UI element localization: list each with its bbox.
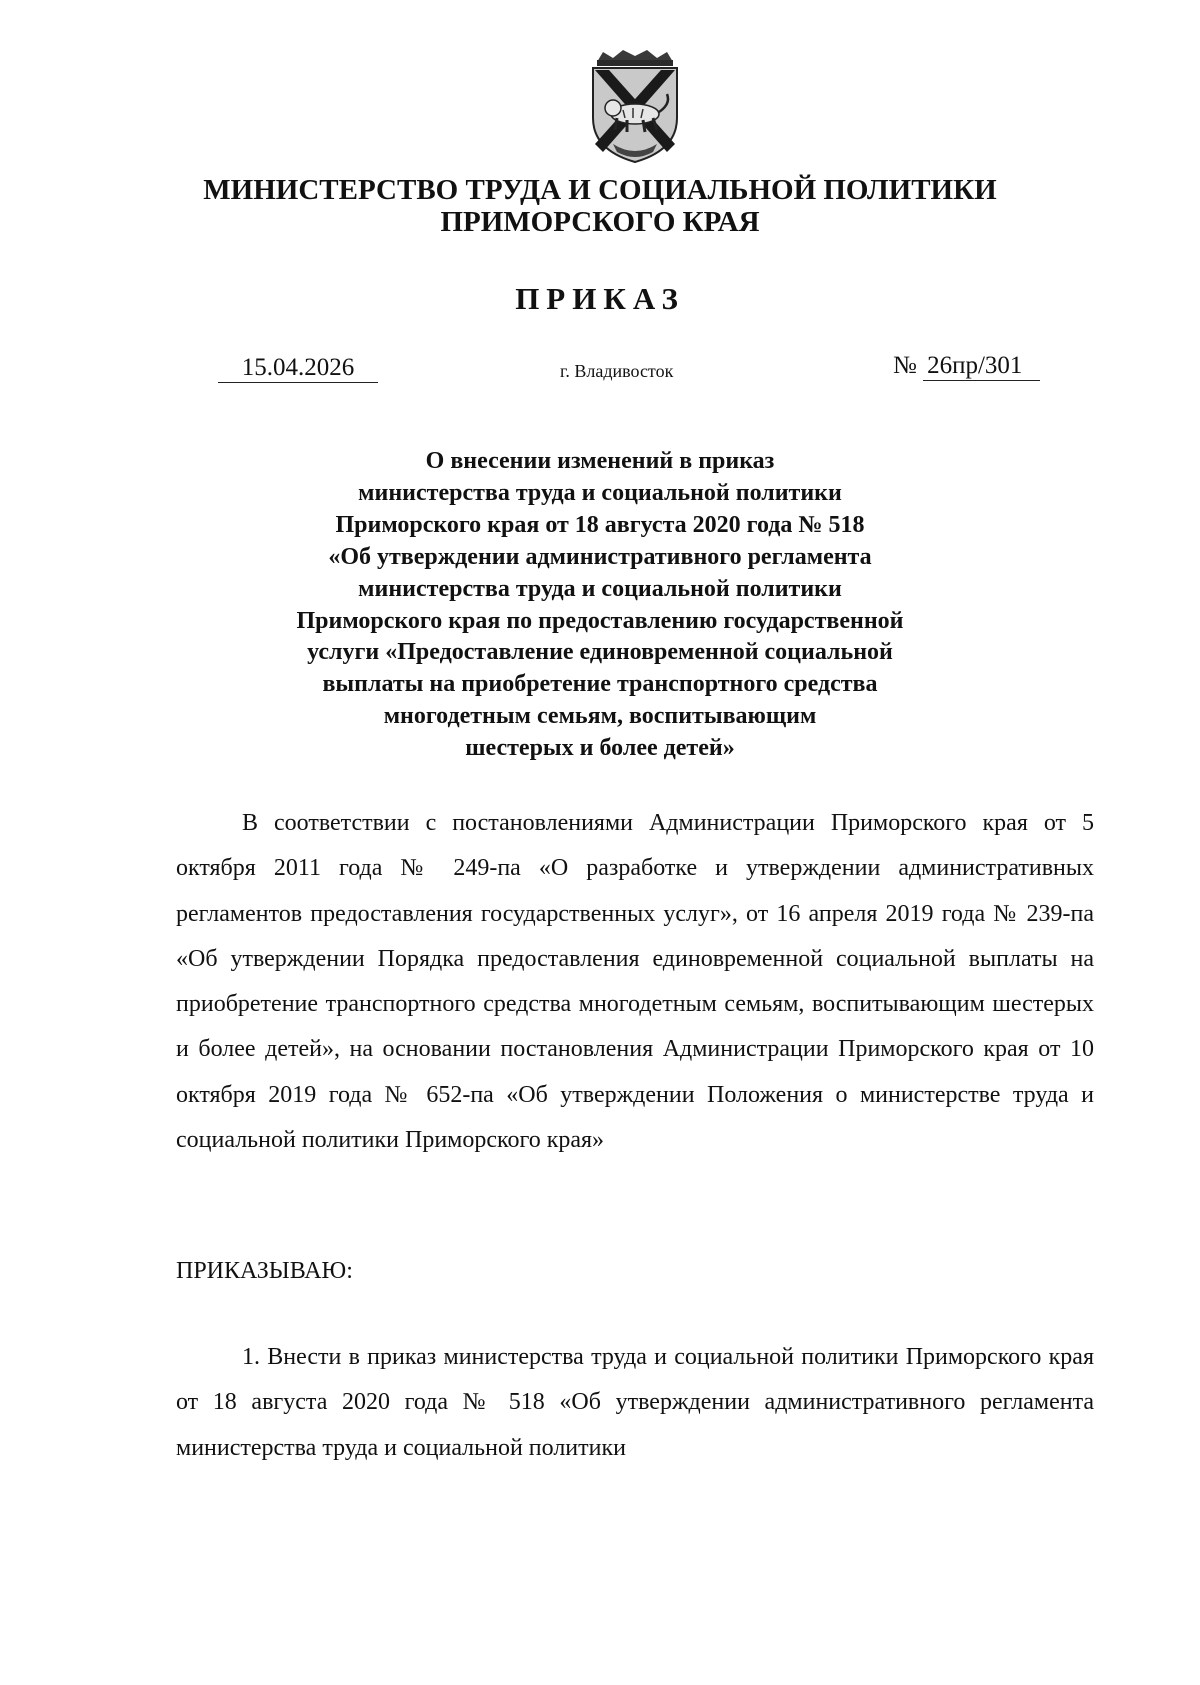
title-line: О внесении изменений в приказ: [425, 448, 775, 474]
document-type: ПРИКАЗ: [515, 281, 685, 316]
organization-line-1: МИНИСТЕРСТВО ТРУДА И СОЦИАЛЬНОЙ ПОЛИТИКИ: [203, 174, 997, 206]
organization-line-2: ПРИМОРСКОГО КРАЯ: [440, 206, 760, 238]
title-line: «Об утверждении административного регламента: [328, 543, 872, 570]
number-prefix: №: [893, 352, 917, 379]
title-line: министерства труда и социальной политики: [358, 575, 842, 602]
title-line: многодетным семьям, воспитывающим: [383, 703, 817, 730]
document-number: [893, 352, 1040, 381]
title-line: министерства труда и социальной политики: [358, 479, 842, 506]
document-date: 15.04.2026: [218, 354, 378, 383]
preamble-paragraph: В соответствии с постановлениями Администрации Приморского края от 5 октября 2011 года № 249-па «О разработке и утверждении административных регламентов предоставления государственных услуг», от 16 апреля 2019 года № 239-па «Об утверждении Порядка предоставления единовременной социальной выплаты на приобретение транспортного средства многодетным семьям, воспитывающим шестерых и более детей», на основании постановления Администрации Приморского края от 10 октября 2019 года № 652-па «Об утверждении Положения о министерстве труда и социальной политики Приморского края»: [176, 810, 1094, 1154]
number-value: 26пр/301: [923, 352, 1040, 381]
title-line: услуги «Предоставление единовременной социальной: [307, 639, 893, 666]
document-city: г. Владивосток: [560, 361, 674, 381]
order-keyword: ПРИКАЗЫВАЮ:: [176, 1258, 353, 1284]
coat-of-arms-icon: [583, 48, 687, 164]
organization-name: [0, 174, 1200, 238]
title-line: шестерых и более детей»: [465, 735, 735, 762]
document-title: [0, 446, 1200, 765]
item-1-paragraph: 1. Внести в приказ министерства труда и социальной политики Приморского края от 18 августа 2020 года № 518 «Об утверждении административного регламента министерства труда и социальной политики: [176, 1344, 1094, 1461]
title-line: Приморского края от 18 августа 2020 года № 518: [335, 511, 865, 538]
title-line: Приморского края по предоставлению государственной: [296, 607, 904, 634]
title-line: выплаты на приобретение транспортного средства: [322, 671, 878, 698]
